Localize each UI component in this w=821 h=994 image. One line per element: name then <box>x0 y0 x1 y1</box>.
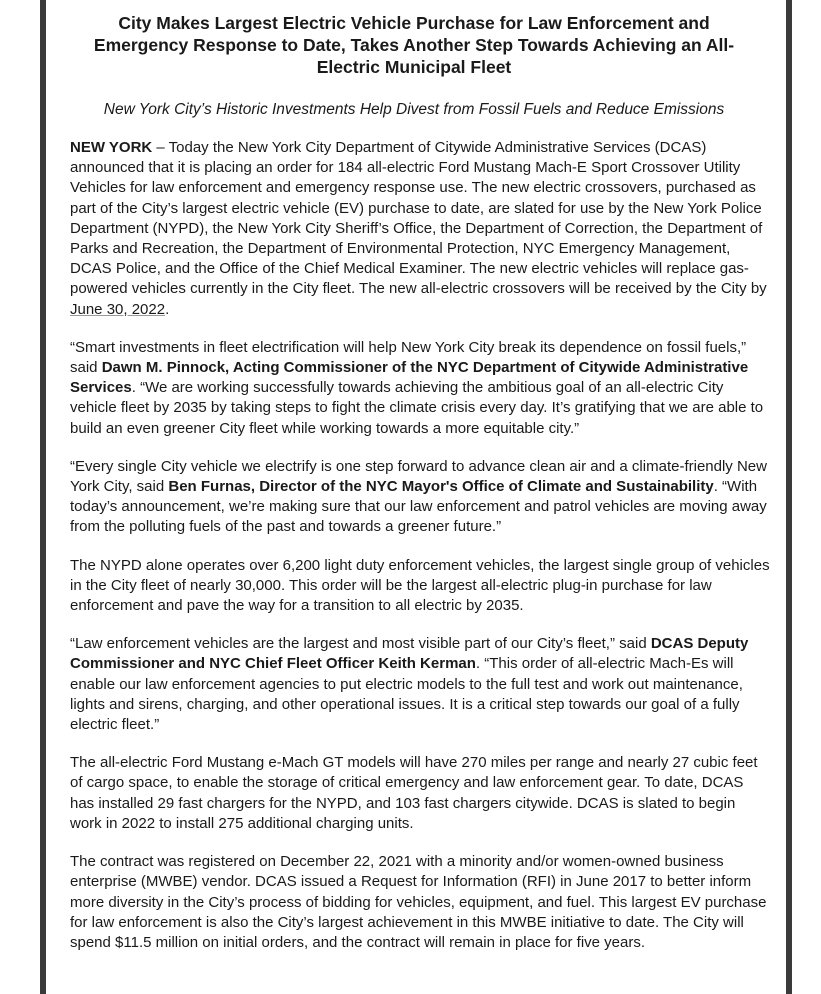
date-link[interactable]: June 30, 2022 <box>70 300 166 318</box>
headline: City Makes Largest Electric Vehicle Purchase for Law Enforcement and Emergency Response to Date, Takes Another Step Towards Achieving an All-Electric Municipal Fleet <box>93 13 735 77</box>
page-edge-left <box>40 0 46 994</box>
paragraph-intro-text: – Today the New York City Department of Citywide Administrative Services (DCAS) announced that it is placing an order for 184 all-electric Ford Mustang Mach-E Sport Crossover Utility Vehicles for law enforcement and emergency response use. The new electric crossovers, purchased as part of the City’s largest electric vehicle (EV) purchase to date, are slated for use by the New York Police Department (NYPD), the New York City Sheriff’s Office, the Department of Correction, the Department of Parks and Recreation, the Department of Environmental Protection, NYC Emergency Management, DCAS Police, and the Office of the Chief Medical Examiner. The new electric vehicles will replace gas-powered vehicles currently in the City fleet. The new all-electric crossovers will be received by the City by <box>70 139 767 298</box>
paragraph-contract: The contract was registered on December 22, 2021 with a minority and/or women-owned business enterprise (MWBE) vendor. DCAS issued a Request for Information (RFI) in June 2017 to better inform more diversity in the City’s process of bidding for vehicles, equipment, and fuel. This largest EV purchase for law enforcement is also the City’s largest achievement in this MWBE initiative to date. The City will spend $11.5 million on initial orders, and the contract will remain in place for five years. <box>70 853 767 951</box>
paragraph-kerman-quote <box>58 634 770 735</box>
paragraph-intro <box>58 138 770 320</box>
paragraph-furnas-quote <box>58 457 770 538</box>
dateline: NEW YORK <box>70 139 153 156</box>
quote-text-start: “Law enforcement vehicles are the largest and most visible part of our City’s fleet,” said <box>70 635 651 653</box>
paragraph-nypd-fleet: The NYPD alone operates over 6,200 light duty enforcement vehicles, the largest single group of vehicles in the City fleet of nearly 30,000. This order will be the largest all-electric plug-in purchase for law enforcement and pave the way for a transition to all electric by 2035. <box>70 556 770 615</box>
speaker-name: Ben Furnas, Director of the NYC Mayor's Office of Climate and Sustainability <box>168 478 714 496</box>
quote-text-start: “Every single City vehicle we electrify is one step forward to advance clean air and a climate-friendly New York City, said <box>70 457 767 496</box>
subheadline: New York City’s Historic Investments Help Divest from Fossil Fuels and Reduce Emissions <box>103 101 725 118</box>
paragraph-intro-end: . <box>165 300 170 318</box>
page-edge-right <box>786 0 792 994</box>
quote-text-end: . “With today’s announcement, we’re making sure that our law enforcement and patrol vehicles are moving away from the polluting fuels of the past and towards a greener future.” <box>70 478 767 536</box>
quote-text-end: . “This order of all-electric Mach-Es will enable our law enforcement agencies to put electric models to the full test and work out maintenance, lights and sirens, charging, and other operational issues. It is a critical step towards our goal of a fully electric fleet.” <box>70 655 743 734</box>
speaker-name: Dawn M. Pinnock, Acting Commissioner of the NYC Department of Citywide Administrative Services <box>70 359 749 397</box>
press-release <box>58 0 770 953</box>
paragraph-vehicle-specs: The all-electric Ford Mustang e-Mach GT models will have 270 miles per range and nearly 27 cubic feet of cargo space, to enable the storage of critical emergency and law enforcement gear. To date, DCAS has installed 29 fast chargers for the NYPD, and 103 fast chargers citywide. DCAS is slated to begin work in 2022 to install 275 additional charging units. <box>70 754 758 832</box>
quote-text-start: “Smart investments in fleet electrification will help New York City break its dependence on fossil fuels,” said <box>70 338 747 377</box>
paragraph-pinnock-quote <box>58 338 770 439</box>
quote-text-end: . “We are working successfully towards achieving the ambitious goal of an all-electric City vehicle fleet by 2035 by taking steps to fight the climate crisis every day. It’s gratifying that we are able to build an even greener City fleet while working towards a more equitable city.” <box>70 379 764 437</box>
speaker-name: DCAS Deputy Commissioner and NYC Chief Fleet Officer Keith Kerman <box>70 635 749 673</box>
